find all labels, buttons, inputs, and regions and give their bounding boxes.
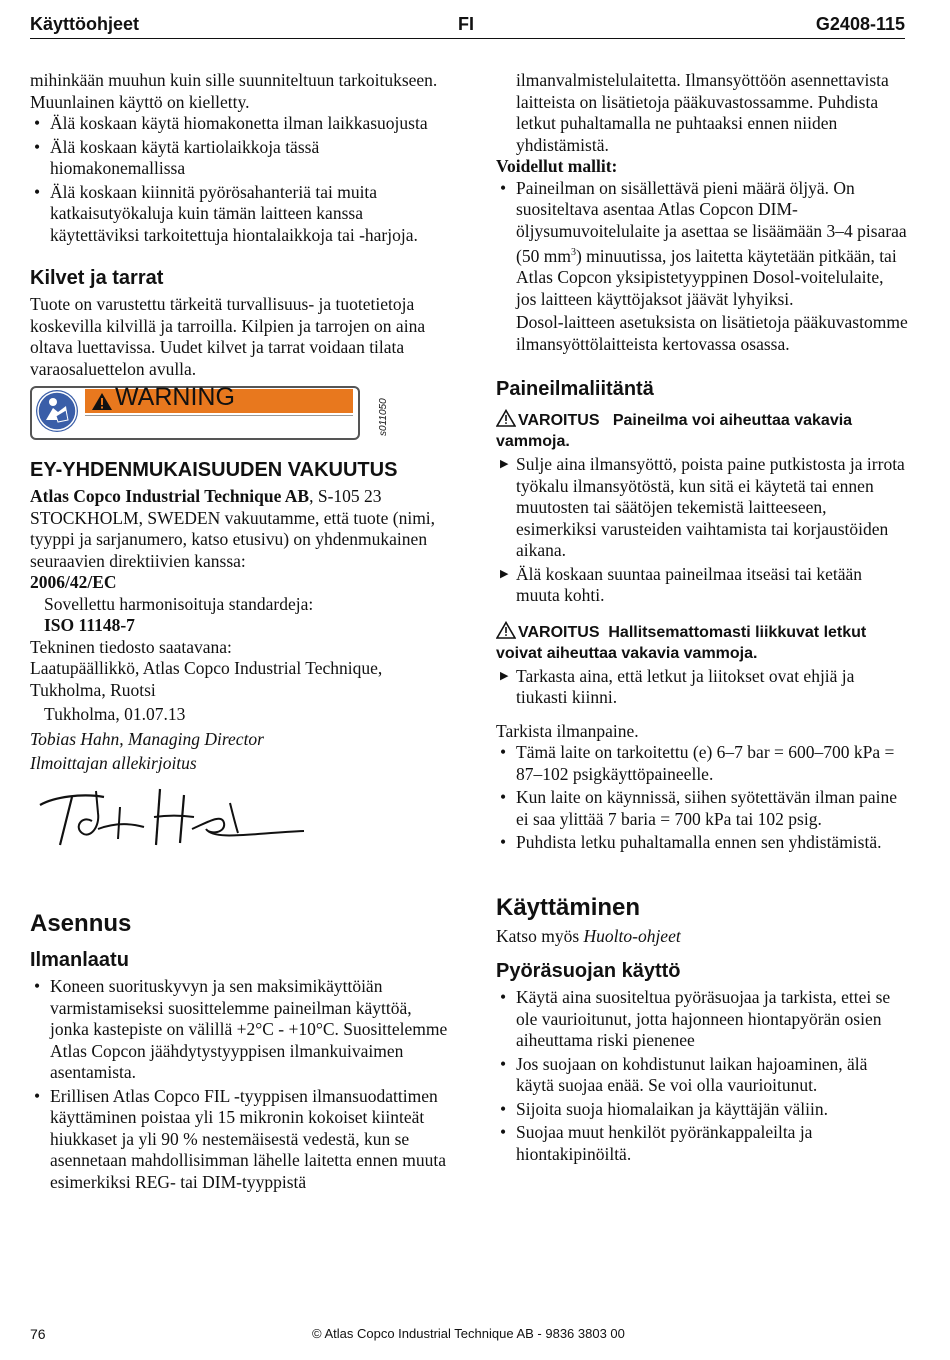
pressure-list <box>496 742 908 854</box>
signs-text: Tuote on varustettu tärkeitä turvallisuus- ja tuotetietoja koskevilla kilvillä ja tarroilla. Kilpien ja tarrojen on aina oltava luettavissa. Uudet kilvet ja tarrat voidaan tilata varaosaluettelon avulla. <box>30 294 426 379</box>
list-item: • Sijoita suoja hiomalaikan ja käyttäjän väliin. <box>500 1098 829 1119</box>
guard-usage-heading: Pyöräsuojan käyttö <box>496 960 681 983</box>
list-item: • Koneen suorituskyvyn ja sen maksimikäyttöiän varmistamiseksi suosittelemme paineilman käyttöä, jonka kastepiste on välillä +2°C - +10°C. Suosittelemme Atlas Copcon jäähdytystyyppisen ilmankuivaimen asentamista. <box>34 976 448 1082</box>
ec-tech-text: Laatupäällikkö, Atlas Copco Industrial Technique, Tukholma, Ruotsi <box>30 658 383 700</box>
list-item: • Jos suojaan on kohdistunut laikan hajoaminen, älä käytä suojaa enää. Se voi olla vaurioitunut. <box>500 1053 868 1096</box>
list-item: • Suojaa muut henkilöt pyöränkappaleilta ja hiontakipinöiltä. <box>500 1122 813 1164</box>
air-connection-heading: Paineilmaliitäntä <box>496 378 654 401</box>
warning-compressed-air: VAROITUS Paineilma voi aiheuttaa vakavia vammoja. <box>496 409 908 452</box>
list-item: • Käytä aina suositeltua pyöräsuojaa ja tarkista, ettei se ole vaurioitunut, jotta hajonneen hiontapyörän osien aiheuttama riski pienenee <box>500 987 891 1051</box>
check-pressure-text: Tarkista ilmanpaine. <box>496 720 639 741</box>
ec-company: Atlas Copco Industrial Technique AB <box>30 486 310 506</box>
list-item: • Älä koskaan kiinnitä pyörösahanteriä tai muita katkaisutyökaluja kuin tämän laitteen kanssa käytettäviksi tarkoitettuja hiontalaikkoja tai -harjoja. <box>34 181 418 245</box>
warning-triangle-icon <box>496 409 516 427</box>
right-column <box>496 70 908 1167</box>
footer-copyright: © Atlas Copco Industrial Technique AB - 9836 3803 00 <box>312 1326 625 1341</box>
see-also-text: Katso myös Huolto-ohjeet <box>496 925 681 946</box>
list-item: • Kun laite on käynnissä, siihen syötettävän ilman paine ei saa ylittää 7 baria = 700 kPa tai 102 psig. <box>500 787 898 829</box>
signature-image <box>34 783 450 859</box>
ec-directive: 2006/42/EC <box>30 572 117 592</box>
header-language: FI <box>458 14 474 34</box>
intro-text: mihinkään muuhun kuin sille suunniteltuun tarkoitukseen. Muunlainen käyttö on kielletty. <box>30 70 438 112</box>
dosol-note: Dosol-laitteen asetuksista on lisätietoja pääkuvastomme ilmansyöttölaitteista kertovassa osassa. <box>516 312 908 354</box>
page-number: 76 <box>30 1326 46 1342</box>
service-instructions-ref: Huolto-ohjeet <box>583 925 681 946</box>
installation-heading: Asennus <box>30 910 132 937</box>
signs-heading: Kilvet ja tarrat <box>30 267 164 289</box>
ec-standard: ISO 11148-7 <box>44 615 135 635</box>
list-item: • Älä koskaan käytä kartiolaikkoja tässä hiomakonemallissa <box>34 136 320 178</box>
list-item: • Älä koskaan käytä hiomakonetta ilman laikkasuojusta <box>34 113 428 133</box>
ec-standards-label: Sovellettu harmonisoituja standardeja: <box>44 593 314 614</box>
ec-place-date: Tukholma, 01.07.13 <box>44 704 186 724</box>
warning-triangle-icon <box>91 392 113 411</box>
air-prep-continued: ilmanvalmistelulaitetta. Ilmansyöttöön asennettavista laitteista on lisätietoja pääkuvastossamme. Puhdista letkut puhaltamalla ne puhtaaksi ennen niiden yhdistämistä. <box>516 70 889 155</box>
ec-declaration-heading: EY-YHDENMUKAISUUDEN VAKUUTUS <box>30 459 398 481</box>
compressed-air-actions <box>496 454 908 607</box>
page-header <box>30 12 905 39</box>
list-item: • Tämä laite on tarkoitettu (e) 6–7 bar = 600–700 kPa = 87–102 psigkäyttöpaineelle. <box>500 742 895 784</box>
list-item: • Paineilman on sisällettävä pieni määrä öljyä. On suositeltava asentaa Atlas Copcon DIM-öljysumuvoitelulaite ja asettaa se lisäämään 3–4 pisaraa (50 $mm^3$) minuutissa, jos laitetta käytetään pitkään, tai Atlas Copcon yksipistetyyppinen Dosol-voitelulaite, jos laitteen käyttöjaksot jäävät lyhyiksi. <box>500 177 907 309</box>
ec-signer: Tobias Hahn, Managing Director <box>30 728 264 749</box>
label-code: s011050 <box>378 398 389 436</box>
lubrication-list <box>496 178 908 311</box>
list-item: ▶ Sulje aina ilmansyöttö, poista paine putkistosta ja irrota työkalu ilmansyötöstä, kun sitä ei käytetä tai ennen muutosten tai säätöjen tekemistä laitteeseen, esimerkiksi varusteiden vaihtamista tai korjaustöiden aikana. <box>500 454 905 561</box>
warning-label-text: WARNING <box>115 383 235 411</box>
list-item: ▶ Älä koskaan suuntaa paineilmaa itseäsi tai ketään muuta kohti. <box>500 563 862 606</box>
header-model: G2408-115 <box>815 14 905 34</box>
hose-check-actions <box>496 666 908 709</box>
ec-tech-label: Tekninen tiedosto saatavana: <box>30 636 232 657</box>
usage-heading: Käyttäminen <box>496 893 641 921</box>
list-item: • Puhdista letku puhaltamalla ennen sen yhdistämistä. <box>500 832 882 853</box>
air-quality-list <box>30 976 450 1193</box>
lubricated-models-label: Voidellut mallit: <box>496 156 618 176</box>
list-item: • Erillisen Atlas Copco FIL -tyyppisen ilmansuodattimen käyttäminen poistaa yli 15 mikronin kokoiset kiinteät hiukkaset ja yli 90 % nestemäisestä vedestä, kun se asennetaan mahdollisimman lähelle laitetta ennen muuta esimerkiksi REG- tai DIM-tyyppistä <box>34 1085 447 1192</box>
usage-restrictions-list <box>30 113 450 246</box>
ec-signer-role: Ilmoittajan allekirjoitus <box>30 753 197 773</box>
warning-triangle-icon <box>496 621 516 639</box>
guard-usage-list <box>496 987 908 1165</box>
ec-declaration-text: Atlas Copco Industrial Technique AB, S-105 23 STOCKHOLM, SWEDEN vakuutamme, että tuote (nimi, tyyppi ja sarjanumero, katso etusivu) on yhdenmukainen seuraavien direktiivien kanssa: <box>30 486 436 571</box>
header-doc-type: Käyttöohjeet <box>30 14 140 34</box>
list-item: ▶ Tarkasta aina, että letkut ja liitokset ovat ehjiä ja tiukasti kiinni. <box>500 665 855 708</box>
warning-label-image <box>30 383 450 440</box>
warning-hose-whip: VAROITUS Hallitsemattomasti liikkuvat letkut voivat aiheuttaa vakavia vammoja. <box>496 621 908 664</box>
air-quality-heading: Ilmanlaatu <box>30 949 129 971</box>
left-column <box>30 70 450 1195</box>
read-manual-icon <box>36 390 78 432</box>
